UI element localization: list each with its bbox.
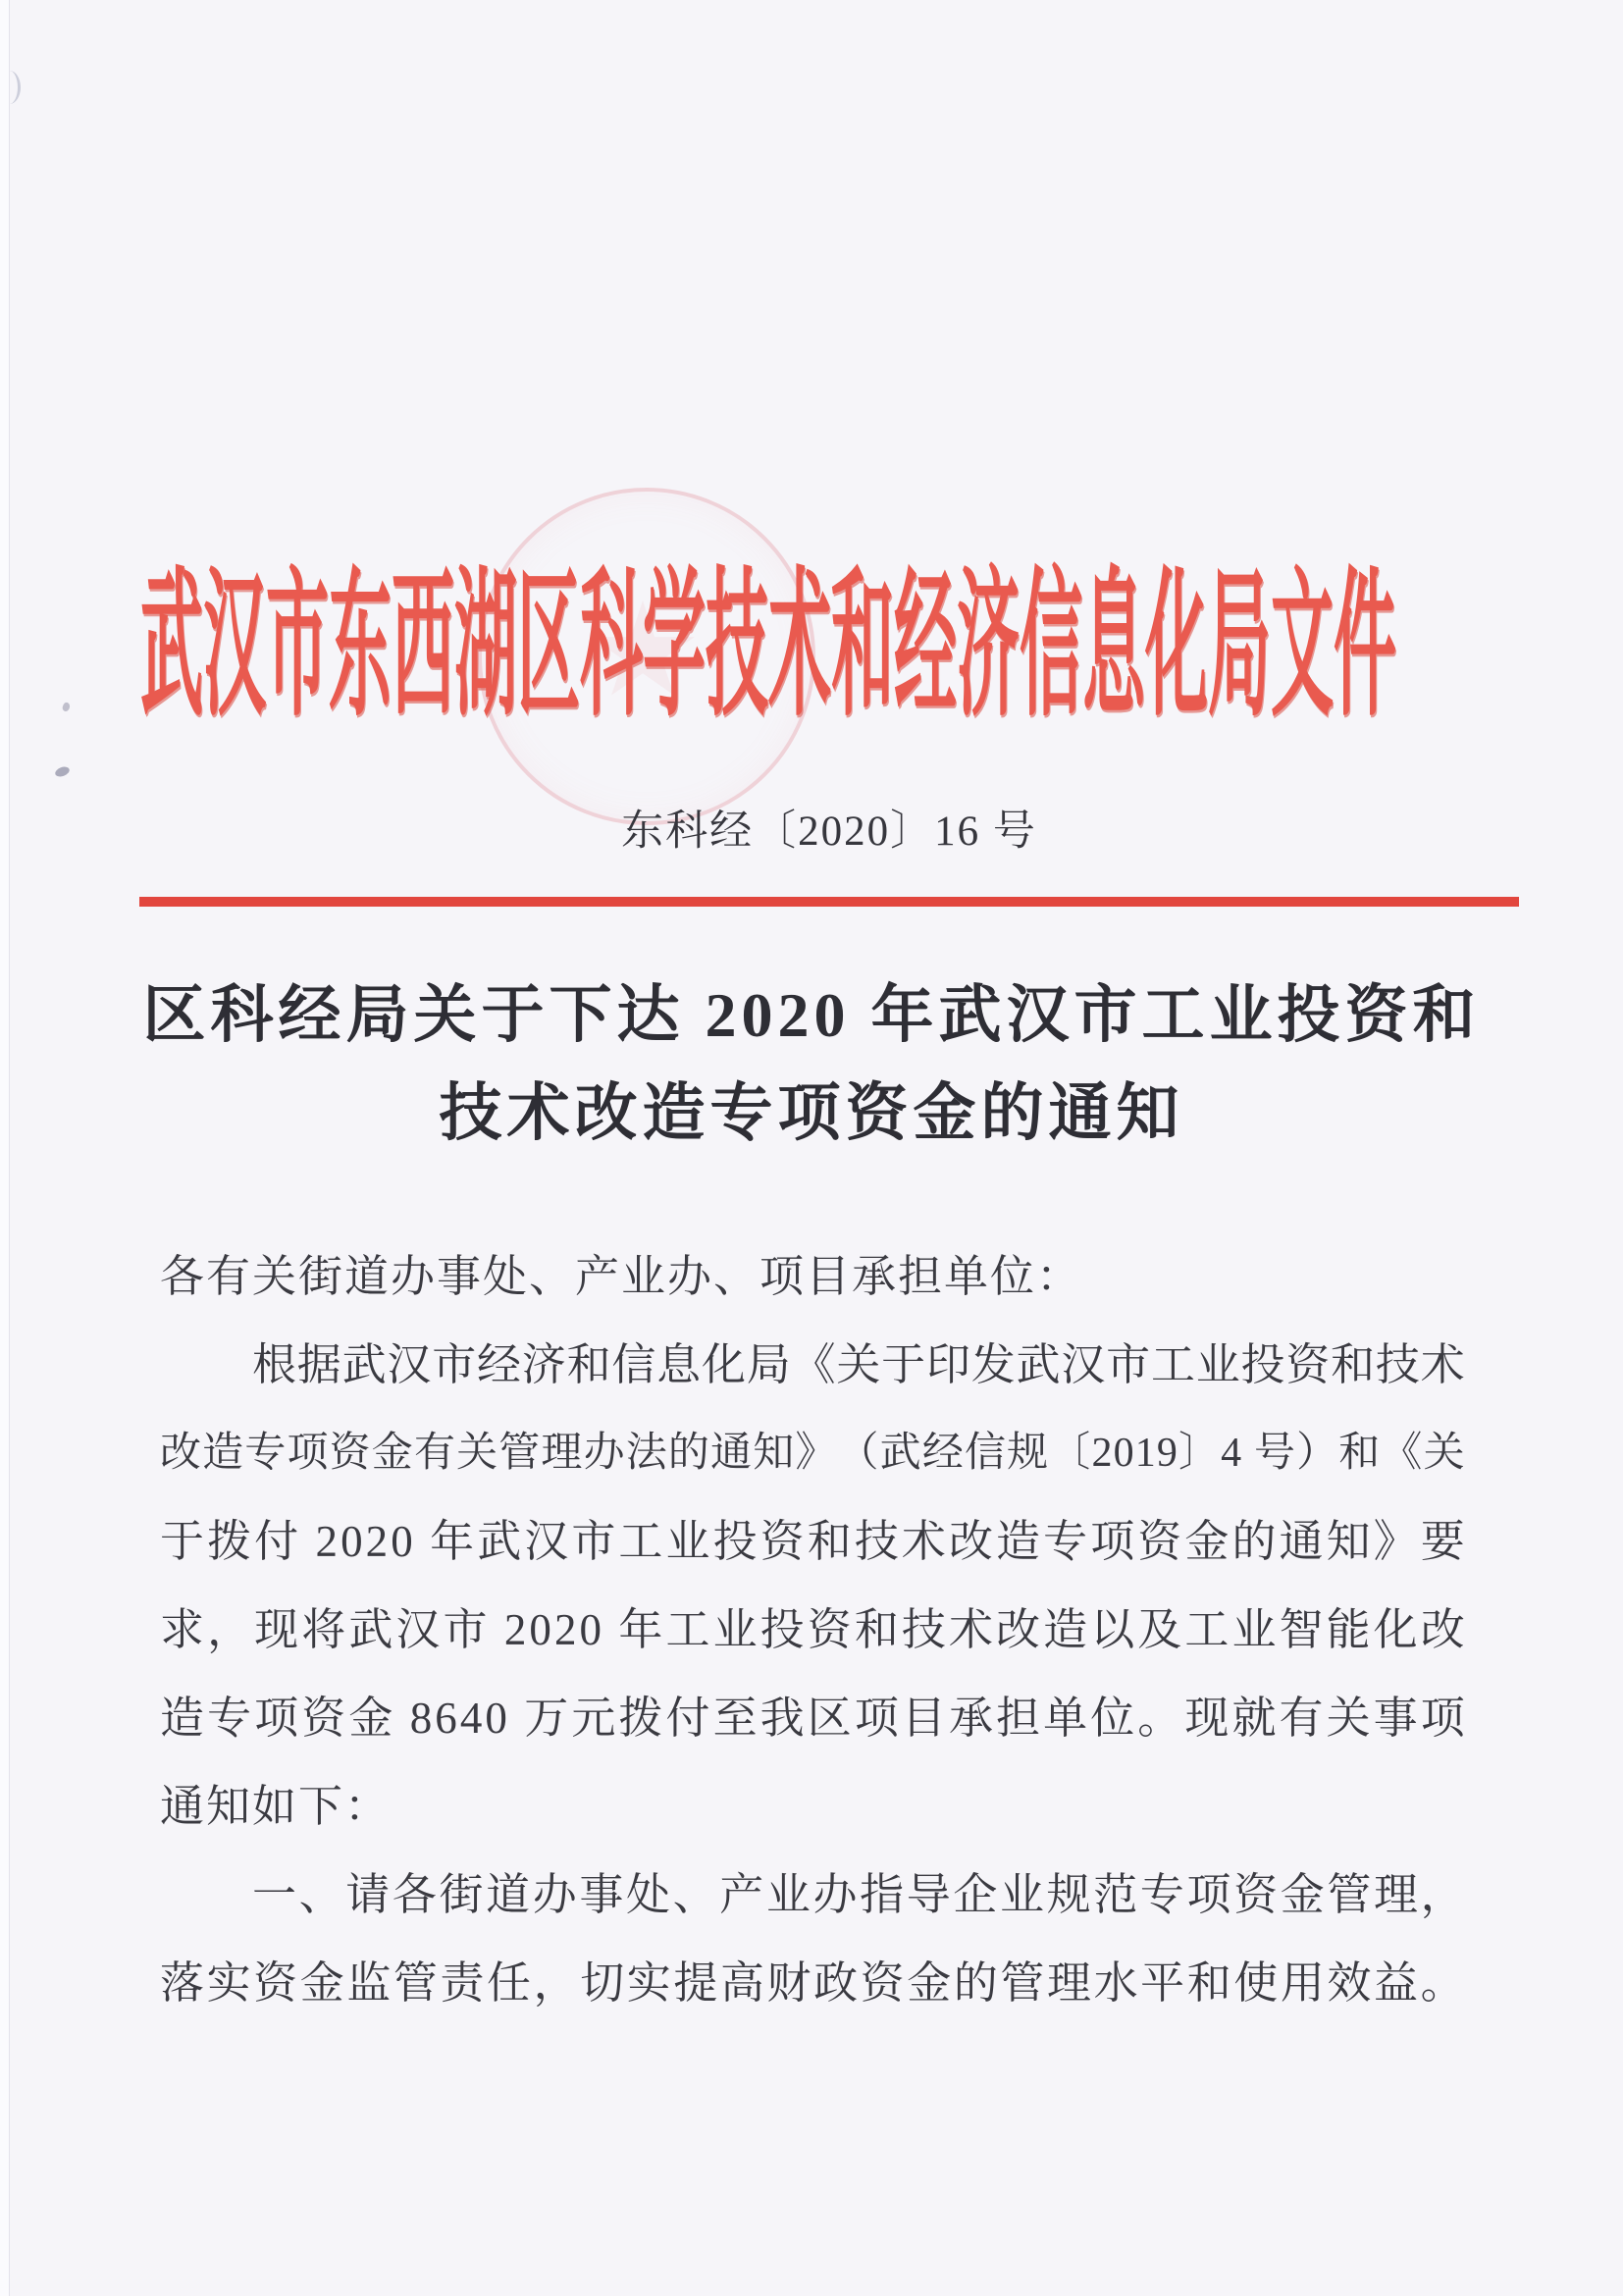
body-line: 于 拨 付 2 0 2 0 年 武 汉 市 工 业 投 资 和 技 术 改 造 专 项 资 金 的 通 知 》 要 [160,1517,1465,1566]
title-line-2: 技术改造专项资金的通知 [439,1078,1184,1148]
document-number: 东科经〔2020〕16 号 [621,809,1037,855]
scan-speck [54,765,71,779]
body-line: 各有关街道办事处、产业办、项目承担单位： [160,1252,1083,1301]
body-line: 一 、 请 各 街 道 办 事 处 、 产 业 办 指 导 企 业 规 范 专 项 资 金 管 理 ， [252,1870,1465,1919]
body-line: 落 实 资 金 监 管 责 任 ， 切 实 提 高 财 政 资 金 的 管 理 水 平 和 使 用 效 益 。 [160,1958,1465,2008]
body-line: 根 据 武 汉 市 经 济 和 信 息 化 局 《 关 于 印 发 武 汉 市 工 业 投 资 和 技 术 [252,1340,1465,1389]
body-line: 通知如下： [160,1782,392,1831]
agency-banner-title: 武汉市东西湖区科学技术和经济信息化局文件 [140,557,1396,736]
document-title [0,966,1623,1163]
title-line-1: 区科经局关于下达 2020 年武汉市工业投资和 [142,980,1481,1050]
scan-artifact-mark [2,71,21,104]
body-line: 改 造 专 项 资 金 有 关 管 理 办 法 的 通 知 》 （ 武 经 信 规 〔 2 0 1 9 〕 4 号 ） 和 《 关 [160,1431,1465,1476]
red-divider-line [139,897,1519,907]
body-line: 求 ， 现 将 武 汉 市 2 0 2 0 年 工 业 投 资 和 技 术 改 造 以 及 工 业 智 能 化 改 [160,1605,1465,1654]
body-line: 造 专 项 资 金 8 6 4 0 万 元 拨 付 至 我 区 项 目 承 担 单 位 。 现 就 有 关 事 项 [160,1694,1465,1743]
document-body [160,1232,1465,2027]
